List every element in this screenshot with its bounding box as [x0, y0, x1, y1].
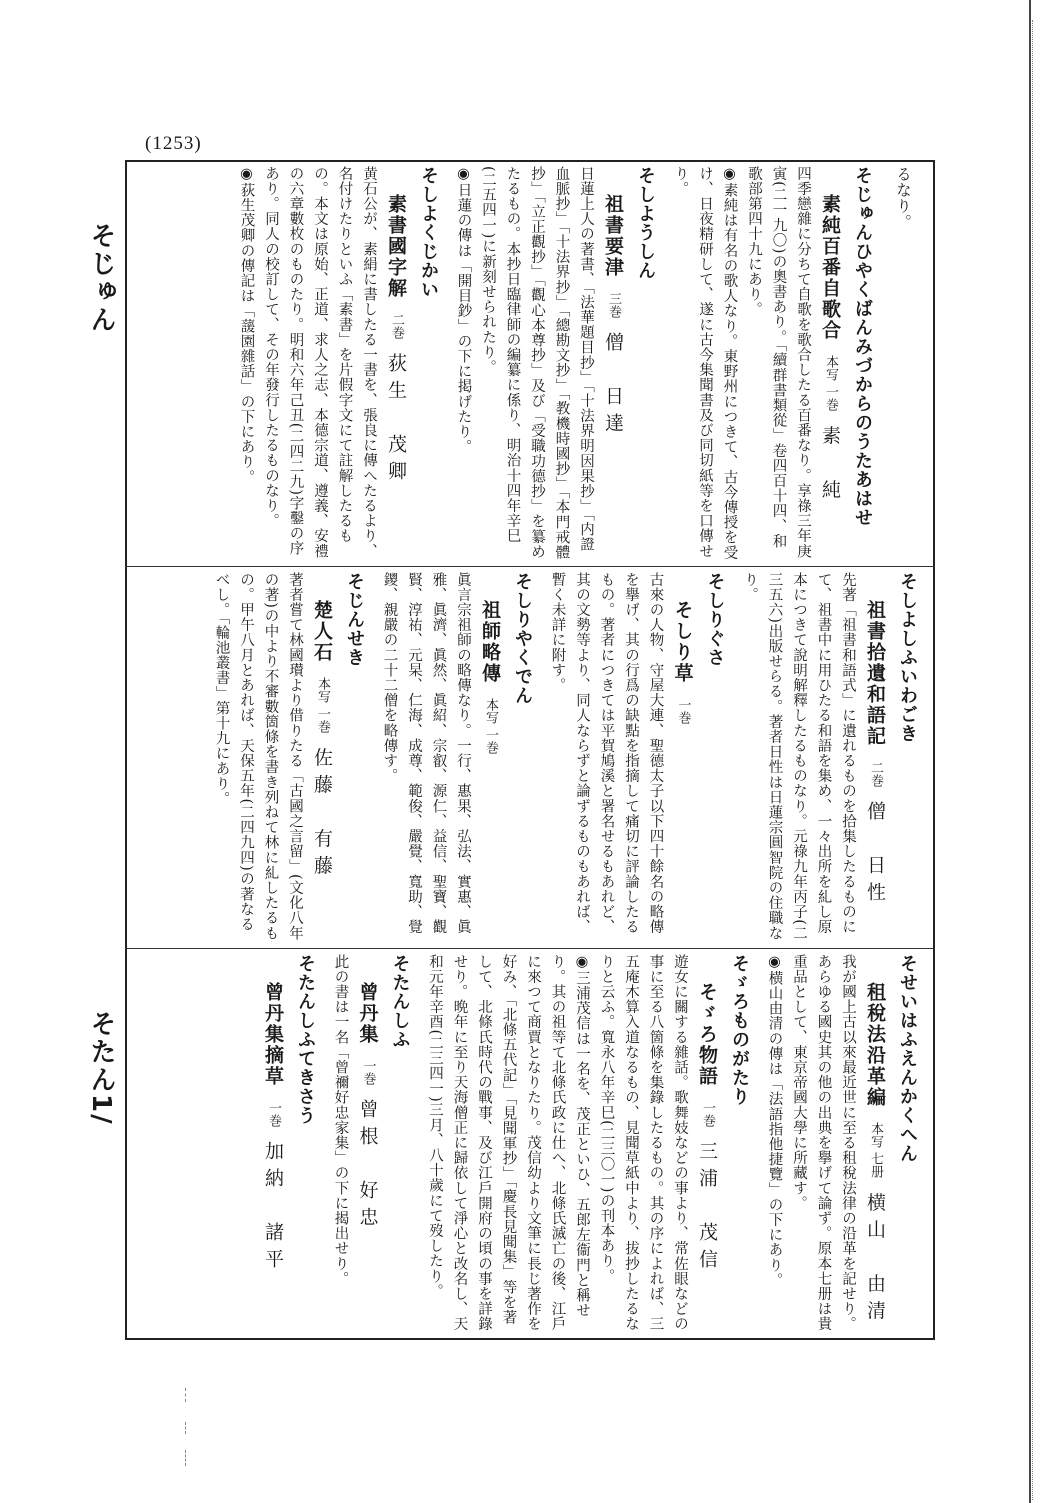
entry-reading-heading: そゞろものがたり: [729, 954, 750, 1106]
page-number: (1253): [145, 133, 202, 154]
entry-paragraph: 古來の人物、守屋大連、聖德太子以下四十餘名の略傳を擧げ、其の行爲の缺點を指摘して痛切に評論したるもの。著者につきては平賀鳩溪と署名せるもあれど、其の文勢等より、同人ならずと論ずるものもあれば、暫く未詳に附す。: [549, 572, 664, 935]
entry-title-line: [668, 572, 698, 944]
continued-paragraph: るなり。: [894, 166, 912, 230]
entry-title-line: [307, 572, 337, 944]
entry-title-line: [598, 166, 628, 562]
continued-text: [889, 166, 916, 562]
entry-author: 僧 日性: [864, 801, 886, 909]
entry-author: 荻生 茂卿: [385, 353, 407, 488]
entry-paragraph: ◉横山由清の傳は「法語指他捷覽」の下にあり。: [766, 954, 783, 1288]
entry-body: [234, 166, 381, 562]
entry-body: [762, 954, 860, 1334]
entry-volumes: 本写 七册: [868, 1122, 883, 1179]
entry-volumes: 二巻: [389, 313, 404, 339]
entry-reading-heading: そじんせき: [344, 572, 365, 667]
entry-title-line: [475, 572, 505, 944]
entry-paragraph: 遊女に關する雜話。歌舞妓などの事より、常佐眼などの事に至る八箇條を集錄したるもの。其の序によれば、三五庵木算入道なるもの、見聞草紙中より、拔抄したるなりと云ふ。寬永八年辛巳(二三〇一)の刊本あり。: [598, 954, 688, 1332]
side-tab-top: そじゅん: [86, 222, 116, 334]
entry-paragraph: ◉荻生茂卿の傳記は「蘐園雜話」の下にあり。: [238, 166, 255, 485]
entry-body: [209, 572, 307, 944]
entry-volumes: 一巻: [360, 1059, 376, 1085]
entry-volumes: 本写 一巻: [483, 698, 498, 755]
entry-title: 祖師略傳: [479, 600, 501, 684]
entry-volumes: 本写 一巻: [823, 355, 838, 412]
entry-paragraph: ◉日蓮の傳は「開目鈔」の下に掲げたり。: [455, 166, 472, 455]
entry-paragraph: ◉素純は有名の歌人なり。東野州につきて、古今傳授を受け、日夜精研して、遂に古今集聞書及び同切紙等を口傳せり。: [672, 166, 738, 561]
entry-paragraph: 此の書は一名「曾禰好忠家集」の下に揭出せり。: [332, 954, 349, 1287]
entry-reading-heading: そたんしふてきさう: [295, 954, 316, 1125]
entry-author: 加納 諸平: [262, 1141, 284, 1276]
entry-body: [738, 572, 861, 944]
scan-edge: [1029, 0, 1031, 1503]
entry-reading-heading: そしりやくでん: [512, 572, 533, 705]
entry-reading-heading: そしようしん: [635, 166, 656, 280]
entry-volumes: 一巻: [675, 698, 691, 724]
entry-title-line: [258, 954, 288, 1334]
entry-reading-heading: そしりぐさ: [704, 572, 726, 667]
entry-title: そゞろ物語: [696, 982, 718, 1087]
entry-title-line: [353, 954, 383, 1334]
entry-paragraph: 日蓮上人の著書、「法華題目抄」「十法界明因果抄」「内證血脈抄」「十法界抄」「總勘文抄」「教機時國抄」「本門戒體抄」「立正觀抄」「觀心本尊抄」及び「受職功德抄」を纂めたるもの。本抄日臨律師の編纂に係り、明治十四年辛巳(二五四一)に新刻せられたり。: [480, 166, 594, 560]
entry-volumes: 三巻: [606, 292, 621, 318]
dictionary-entry: [762, 954, 924, 1334]
entry-paragraph: 我が國上古以來最近世に至る租稅法律の沿革を記せり。あらゆる國史其の他の出典を擧げて論ず。原本七册は貴重品として、東京帝國大學に所藏す。: [791, 954, 856, 1332]
entry-body: [328, 954, 353, 1334]
dictionary-entry: [258, 954, 322, 1334]
entry-volumes: 本写 一巻: [315, 677, 330, 734]
entry-body: [451, 166, 598, 562]
section-middle: [130, 572, 930, 944]
entry-paragraph: 黄石公が、素絹に書したる一書を、張良に傳へたるより、名付けたりといふ「素書」を片假字文にて註解したるもの。本文は原始、正道、求人之志、本德宗道、遵義、安禮の六章數枚のものたり。明和六年己丑(二四二九)字鑿の序あり。同人の校訂して、その年發行したるものなり。: [263, 166, 377, 559]
entry-reading-heading: そじゅんひやくばんみづからのうたあはせ: [852, 166, 873, 527]
entry-title: 曾丹集: [356, 982, 379, 1045]
crop-mark: [185, 1450, 187, 1466]
entry-title: 祖書要津: [602, 194, 624, 278]
entry-volumes: 一巻: [700, 1101, 715, 1127]
entry-author: 僧 日達: [602, 332, 624, 440]
entry-title: そしり草: [671, 600, 694, 684]
entry-title: 租稅法沿革編: [864, 982, 886, 1108]
entry-paragraph: 先著「祖書和語式」に遺れるものを拾集したるものにて、祖書中に用ひたる和語を集め、一々出所を糺し原本につきて說明解釋したるものなり。元祿九年丙子(二三五六)出版せらる。著者日性は日蓮宗圓智院の住職なり。: [742, 572, 856, 941]
entry-title: 素書國字解: [385, 194, 407, 299]
entry-reading-heading: そせいはふえんかくへん: [897, 954, 918, 1163]
dictionary-entry: [451, 166, 662, 562]
section-top: [130, 166, 930, 562]
entry-title-line: [692, 954, 722, 1334]
entry-title-line: [815, 166, 845, 562]
entry-author: 素 純: [819, 425, 841, 507]
entry-title-line: [860, 572, 890, 944]
dictionary-entry: [234, 166, 445, 562]
entry-title: 曾丹集摘草: [262, 982, 284, 1087]
dictionary-entry: [738, 572, 925, 944]
entry-body: [423, 954, 693, 1334]
entry-paragraph: 眞言宗祖師の略傳なり。一行、惠果、弘法、實惠、眞雅、眞濟、眞然、眞紹、宗叡、源仁、益信、聖寶、觀賢、淳祐、元杲、仁海、成尊、範俊、嚴覺、寬助、覺鑁、親嚴の二十二僧を略傳す。: [381, 572, 471, 935]
dictionary-entry: [668, 166, 879, 562]
scan-edge-dots: [1032, 20, 1034, 1500]
side-tab-bottom: そたん1/: [86, 1010, 116, 1126]
entry-paragraph: ◉三浦茂信は一名を、茂正といひ、五郎左衞門と稱せり。其の祖等て北條氏政に仕へ、北條氏滅亡の後、江戶に來つて商賈となりたり。茂信幼より文筆に長じ著作を好み、「北條五代記」「見聞軍抄」「慶長見聞集」等を著して、北條氏時代の戰事、及び江戶開府の頃の事を詳錄せり。晩年に至り天海僧正に歸依して淨心と改名し、天和元年辛酉(二三四一)三月、八十歲にて歿したり。: [427, 954, 590, 1332]
entry-title-line: [381, 166, 411, 562]
entry-reading-heading: そしよしふいわごき: [897, 572, 918, 743]
dictionary-entry: [423, 954, 757, 1334]
entry-author: 横山 由清: [864, 1192, 886, 1328]
crop-mark: [185, 1422, 187, 1434]
entry-author: 曾根 好忠: [356, 1099, 379, 1234]
entry-author: 三浦 茂信: [696, 1141, 718, 1276]
entry-paragraph: 著者嘗て林國瓉より借りたる「古國之言留」(文化八年の著)の中より不審數箇條を書き列ねて林に糺したるもの。甲午八月とあれば、天保五年(二四九四)の著なるべし。「輪池叢書」第十九にあり。: [213, 572, 303, 941]
section-bottom: [130, 954, 930, 1334]
dictionary-entry: [328, 954, 417, 1334]
dictionary-entry: [545, 572, 732, 944]
entry-title: 祖書拾遺和語記: [864, 600, 886, 747]
entry-title: 楚人石: [311, 600, 333, 663]
entry-body: [668, 166, 815, 562]
crop-mark: [185, 1388, 187, 1402]
entry-body: [545, 572, 668, 944]
entry-volumes: 一巻: [266, 1101, 281, 1127]
entry-reading-heading: そたんしふ: [389, 954, 411, 1049]
section-divider: [125, 948, 935, 949]
entry-author: 佐藤 有藤: [311, 747, 333, 883]
entry-volumes: 二巻: [868, 761, 883, 787]
entry-title: 素純百番自歌合: [819, 194, 841, 341]
entry-body: [377, 572, 475, 944]
section-divider: [125, 566, 935, 567]
entry-reading-heading: そしよくじかい: [418, 166, 439, 299]
entry-paragraph: 四季戀雜に分ちて自歌を歌合したる百番なり。享祿三年庚寅(二一九〇)の奧書あり。「續群書類從」卷四百十四、和歌部第四十九にあり。: [746, 166, 811, 559]
entry-title-line: [860, 954, 890, 1334]
dictionary-entry: [209, 572, 371, 944]
dictionary-entry: [377, 572, 539, 944]
